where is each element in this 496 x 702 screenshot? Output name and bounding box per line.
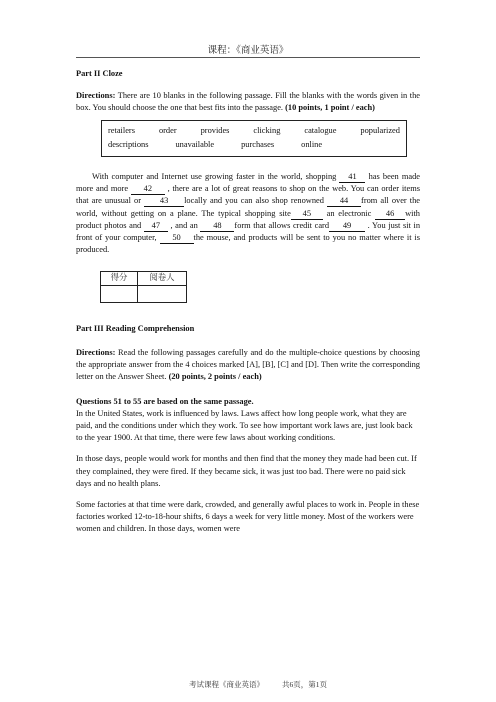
grader-header: 阅卷人 [138, 271, 187, 285]
blank-47: 47 [144, 221, 168, 232]
passage-text: with product photos and [76, 208, 420, 230]
part3-directions-text: Read the following passages carefully and do the multiple-choice questions by choosing the appropriate answer from the 4 choices marked [A], [B], [C] and [D]. Then write the corresponding letter on the Answer Sheet. [76, 347, 420, 382]
cloze-passage [76, 171, 420, 257]
blank-48: 48 [200, 221, 234, 232]
grader-cell [138, 285, 187, 302]
word-box-item: popularized [360, 125, 400, 135]
blank-43: 43 [144, 196, 184, 207]
part3-title: Part III Reading Comprehension [76, 323, 195, 333]
blank-42: 42 [131, 184, 165, 195]
passage-text: With computer and Internet use growing faster in the world, shopping [92, 171, 340, 181]
word-box-item: order [158, 125, 177, 135]
part2-directions-label: Directions: [76, 91, 116, 101]
word-box-item: purchases [241, 139, 275, 149]
word-box [101, 120, 407, 157]
word-box-row-2 [108, 138, 400, 152]
passage-text: , there are a lot of great reasons to shop on the web. You can order items that are unusual or [76, 183, 420, 206]
part2-points: (10 points, 1 point / each) [285, 103, 375, 113]
passage-text: an electronic [322, 208, 376, 218]
part2-title: Part II Cloze [76, 69, 123, 78]
blank-50: 50 [160, 233, 194, 244]
passage-text: from all over the world, without getting on a plane. The typical shopping site [76, 196, 421, 218]
passage-text: . You just sit in front of your computer, [76, 220, 421, 243]
passage-text: , and an [167, 220, 201, 230]
part3-directions-label: Directions: [76, 347, 116, 357]
blank-49: 49 [329, 221, 365, 232]
passage-text: has been made more and more [76, 171, 420, 193]
word-box-item: provides [200, 125, 230, 135]
word-box-item: unavailable [175, 139, 215, 149]
part2-directions [76, 90, 420, 114]
questions-title: Questions 51 to 55 are based on the same passage. [76, 396, 254, 406]
footer-course: 考试课程《商业英语》 [189, 680, 264, 689]
score-cell [101, 285, 138, 302]
passage-text: the mouse, and products will be sent to you no matter where it is produced. [76, 233, 420, 255]
word-box-item: online [301, 139, 323, 149]
reading-paragraph-3: Some factories at that time were dark, crowded, and generally awful places to work in. People in these factories worked 12-to-18-hour shifts, 6 days a week for very little money. Most of the workers were women and children. In those days, women were [76, 499, 420, 534]
reading-paragraph-1: In the United States, work is influenced by laws. Laws affect how long people work, what they are paid, and the conditions under which they work. To see how important work laws are, just look back to the year 1900. At that time, there were few laws about working conditions. [76, 408, 413, 443]
word-box-item: descriptions [108, 139, 149, 149]
part3-directions [76, 347, 420, 384]
header-rule [76, 57, 420, 58]
blank-41: 41 [339, 172, 365, 183]
footer-page-count: 共6页，第1页 [282, 680, 327, 689]
word-box-row-1 [108, 124, 400, 138]
page-content [76, 68, 420, 545]
word-box-item: catalogue [304, 125, 337, 135]
passage-text: locally and you can also shop renowned [184, 196, 328, 206]
page-header: 课程：《商业英语》 [207, 46, 289, 56]
blank-44: 44 [327, 196, 361, 207]
word-box-item: retailers [108, 125, 135, 135]
score-table [100, 271, 187, 303]
blank-45: 45 [291, 209, 323, 220]
part3-points: (20 points, 2 points / each) [168, 372, 262, 382]
part2-directions-text: There are 10 blanks in the following passage. Fill the blanks with the words given in the box. You should choose the one that best fits into the passage. [76, 91, 420, 113]
reading-paragraph-2: In those days, people would work for months and then find that the money they made had been cut. If they complained, they were fired. If they became sick, it was just too bad. There were no paid sick days and no health plans. [76, 454, 417, 488]
passage-text: form that allows credit card [234, 220, 330, 230]
blank-46: 46 [375, 209, 405, 220]
score-header: 得分 [101, 271, 138, 285]
word-box-item: clicking [253, 125, 281, 135]
